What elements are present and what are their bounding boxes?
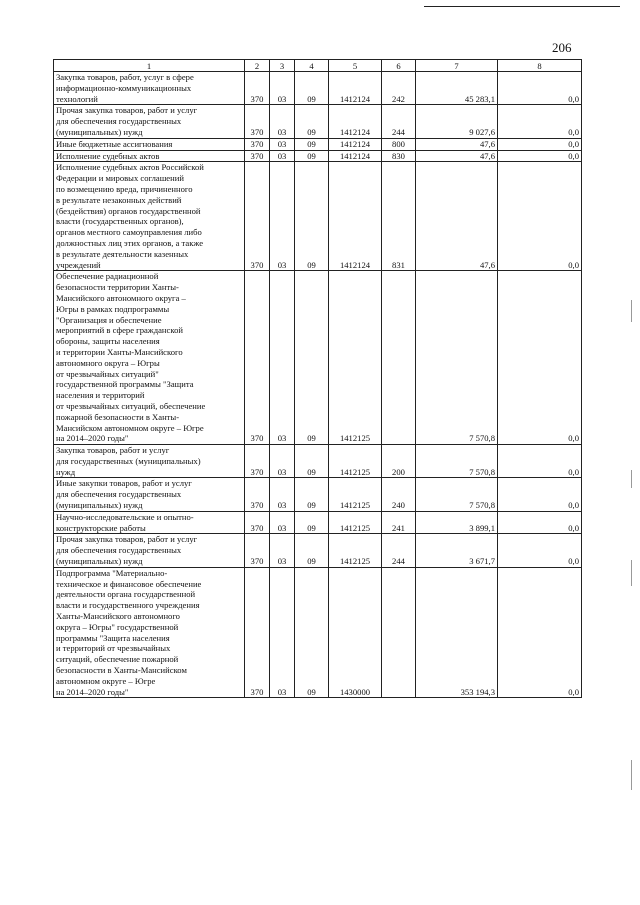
top-rule xyxy=(424,6,620,7)
cell-name xyxy=(54,162,245,271)
cell-name-line: на 2014–2020 годы" xyxy=(56,686,129,697)
cell-subsection: 09 xyxy=(295,138,329,150)
cell-name-line: (бездействия) органов государственной xyxy=(56,205,201,216)
cell-section: 03 xyxy=(270,162,295,271)
margin-mark xyxy=(631,470,632,488)
cell-target-article: 1412124 xyxy=(329,150,382,162)
cell-target-article: 1412125 xyxy=(329,511,382,534)
cell-subsection: 09 xyxy=(295,162,329,271)
cell-name xyxy=(54,445,245,478)
cell-section: 03 xyxy=(270,72,295,105)
table-header-row xyxy=(54,60,582,72)
cell-amount: 7 570,8 xyxy=(416,445,498,478)
cell-expense-type: 831 xyxy=(382,162,416,271)
cell-section: 03 xyxy=(270,105,295,138)
cell-amount: 45 283,1 xyxy=(416,72,498,105)
cell-name-line: мероприятий в сфере гражданской xyxy=(56,325,183,336)
cell-name-line: от чрезвычайных ситуаций, обеспечение xyxy=(56,400,206,411)
cell-target-article: 1412124 xyxy=(329,105,382,138)
cell-target-article: 1412125 xyxy=(329,445,382,478)
cell-name-line: Исполнение судебных актов xyxy=(56,150,160,161)
cell-ministry-code: 370 xyxy=(245,511,270,534)
cell-name-line: Подпрограмма "Материально- xyxy=(56,567,168,578)
cell-amount: 3 899,1 xyxy=(416,511,498,534)
cell-name-line: Прочая закупка товаров, работ и услуг xyxy=(56,105,198,116)
cell-amount-extra: 0,0 xyxy=(498,478,582,511)
table-row xyxy=(54,138,582,150)
cell-name-line: на 2014–2020 годы" xyxy=(56,433,129,444)
cell-name-line: учреждений xyxy=(56,259,101,270)
margin-mark xyxy=(631,300,632,322)
cell-ministry-code: 370 xyxy=(245,271,270,445)
cell-amount: 3 671,7 xyxy=(416,534,498,567)
cell-name-line: программы "Защита населения xyxy=(56,632,170,643)
cell-name-line: автономном округе – Югре xyxy=(56,675,156,686)
cell-amount-extra: 0,0 xyxy=(498,271,582,445)
budget-table xyxy=(53,59,582,698)
cell-name-line: Иные бюджетные ассигнования xyxy=(56,138,173,149)
cell-section: 03 xyxy=(270,478,295,511)
cell-subsection: 09 xyxy=(295,72,329,105)
cell-name-line: по возмещению вреда, причиненного xyxy=(56,183,193,194)
cell-name-line: конструкторские работы xyxy=(56,522,146,533)
cell-target-article: 1412124 xyxy=(329,162,382,271)
header-col-8: 8 xyxy=(498,60,582,72)
cell-name-line: Закупка товаров, работ и услуг xyxy=(56,445,170,456)
table-row xyxy=(54,511,582,534)
table-row xyxy=(54,105,582,138)
cell-name-line: органов местного самоуправления либо xyxy=(56,227,202,238)
page-number: 206 xyxy=(552,40,572,55)
cell-name-line: от чрезвычайных ситуаций" xyxy=(56,368,159,379)
cell-section: 03 xyxy=(270,138,295,150)
cell-name-line: власти и государственного учреждения xyxy=(56,600,200,611)
cell-name xyxy=(54,105,245,138)
cell-subsection: 09 xyxy=(295,567,329,698)
margin-mark xyxy=(631,560,632,586)
cell-name-line: Научно-исследовательские и опытно- xyxy=(56,511,194,522)
cell-name xyxy=(54,567,245,698)
cell-section: 03 xyxy=(270,534,295,567)
cell-section: 03 xyxy=(270,567,295,698)
cell-name-line: для обеспечения государственных xyxy=(56,489,182,500)
cell-name-line: нужд xyxy=(56,466,76,477)
table-row xyxy=(54,567,582,698)
header-col-4: 4 xyxy=(295,60,329,72)
cell-name-line: в результате деятельности казенных xyxy=(56,248,189,259)
cell-amount-extra: 0,0 xyxy=(498,511,582,534)
header-col-1: 1 xyxy=(54,60,245,72)
cell-amount: 7 570,8 xyxy=(416,478,498,511)
cell-ministry-code: 370 xyxy=(245,105,270,138)
cell-name xyxy=(54,271,245,445)
cell-name-line: для обеспечения государственных xyxy=(56,116,182,127)
cell-amount: 47,6 xyxy=(416,150,498,162)
cell-amount: 353 194,3 xyxy=(416,567,498,698)
cell-ministry-code: 370 xyxy=(245,534,270,567)
cell-amount: 47,6 xyxy=(416,162,498,271)
cell-name-line: Прочая закупка товаров, работ и услуг xyxy=(56,534,198,545)
table-row xyxy=(54,534,582,567)
cell-name-line: Югры в рамках подпрограммы xyxy=(56,303,170,314)
cell-name-line: Мансийского автономного округа – xyxy=(56,292,186,303)
cell-target-article: 1412124 xyxy=(329,72,382,105)
cell-ministry-code: 370 xyxy=(245,478,270,511)
cell-name-line: "Организация и обеспечение xyxy=(56,314,162,325)
cell-expense-type: 241 xyxy=(382,511,416,534)
header-col-3: 3 xyxy=(270,60,295,72)
cell-name xyxy=(54,138,245,150)
cell-expense-type: 200 xyxy=(382,445,416,478)
cell-name-line: техническое и финансовое обеспечение xyxy=(56,578,202,589)
cell-name-line: Федерации и мировых соглашений xyxy=(56,173,184,184)
cell-name-line: обороны, защиты населения xyxy=(56,336,160,347)
cell-target-article: 1430000 xyxy=(329,567,382,698)
cell-name-line: автономного округа – Югры xyxy=(56,357,160,368)
cell-name-line: безопасности территории Ханты- xyxy=(56,282,179,293)
cell-name-line: Иные закупки товаров, работ и услуг xyxy=(56,478,192,489)
cell-name-line: деятельности органа государственной xyxy=(56,589,196,600)
cell-amount: 9 027,6 xyxy=(416,105,498,138)
cell-name-line: Ханты-Мансийского автономного xyxy=(56,611,180,622)
cell-name-line: Исполнение судебных актов Российской xyxy=(56,162,204,173)
cell-target-article: 1412125 xyxy=(329,534,382,567)
cell-name-line: пожарной безопасности в Ханты- xyxy=(56,411,180,422)
cell-expense-type: 242 xyxy=(382,72,416,105)
cell-name xyxy=(54,511,245,534)
table-body xyxy=(54,72,582,698)
cell-name xyxy=(54,478,245,511)
cell-name-line: (муниципальных) нужд xyxy=(56,500,143,511)
cell-subsection: 09 xyxy=(295,511,329,534)
cell-name-line: информационно-коммуникационных xyxy=(56,82,192,93)
table-row xyxy=(54,445,582,478)
cell-ministry-code: 370 xyxy=(245,445,270,478)
cell-ministry-code: 370 xyxy=(245,567,270,698)
cell-ministry-code: 370 xyxy=(245,138,270,150)
cell-amount-extra: 0,0 xyxy=(498,150,582,162)
cell-expense-type xyxy=(382,271,416,445)
cell-expense-type: 830 xyxy=(382,150,416,162)
cell-target-article: 1412124 xyxy=(329,138,382,150)
cell-name-line: должностных лиц этих органов, а также xyxy=(56,237,204,248)
cell-name-line: (муниципальных) нужд xyxy=(56,126,143,137)
margin-mark xyxy=(631,760,632,790)
table-row xyxy=(54,72,582,105)
cell-name-line: и территорий от чрезвычайных xyxy=(56,643,171,654)
cell-section: 03 xyxy=(270,150,295,162)
header-col-6: 6 xyxy=(382,60,416,72)
cell-expense-type: 800 xyxy=(382,138,416,150)
cell-name xyxy=(54,72,245,105)
cell-amount-extra: 0,0 xyxy=(498,445,582,478)
cell-name-line: (муниципальных) нужд xyxy=(56,556,143,567)
cell-expense-type: 244 xyxy=(382,534,416,567)
cell-subsection: 09 xyxy=(295,534,329,567)
cell-name-line: ситуаций, обеспечение пожарной xyxy=(56,654,179,665)
cell-amount: 7 570,8 xyxy=(416,271,498,445)
cell-name xyxy=(54,534,245,567)
cell-section: 03 xyxy=(270,445,295,478)
header-col-5: 5 xyxy=(329,60,382,72)
cell-target-article: 1412125 xyxy=(329,478,382,511)
header-col-7: 7 xyxy=(416,60,498,72)
cell-name-line: Закупка товаров, работ, услуг в сфере xyxy=(56,72,194,82)
cell-amount-extra: 0,0 xyxy=(498,105,582,138)
cell-target-article: 1412125 xyxy=(329,271,382,445)
cell-subsection: 09 xyxy=(295,150,329,162)
cell-amount-extra: 0,0 xyxy=(498,138,582,150)
cell-amount-extra: 0,0 xyxy=(498,534,582,567)
cell-subsection: 09 xyxy=(295,105,329,138)
header-col-2: 2 xyxy=(245,60,270,72)
cell-name-line: в результате незаконных действий xyxy=(56,194,182,205)
cell-name-line: технологий xyxy=(56,93,98,104)
cell-amount-extra: 0,0 xyxy=(498,162,582,271)
cell-name xyxy=(54,150,245,162)
cell-expense-type: 240 xyxy=(382,478,416,511)
cell-name-line: для обеспечения государственных xyxy=(56,545,182,556)
cell-subsection: 09 xyxy=(295,478,329,511)
cell-subsection: 09 xyxy=(295,445,329,478)
table-row xyxy=(54,478,582,511)
cell-name-line: населения и территорий xyxy=(56,390,145,401)
table-row xyxy=(54,162,582,271)
cell-amount-extra: 0,0 xyxy=(498,72,582,105)
table-row xyxy=(54,150,582,162)
cell-name-line: округа – Югры" государственной xyxy=(56,621,179,632)
cell-section: 03 xyxy=(270,511,295,534)
table-row xyxy=(54,271,582,445)
cell-name-line: власти (государственных органов), xyxy=(56,216,184,227)
cell-amount-extra: 0,0 xyxy=(498,567,582,698)
cell-name-line: Обеспечение радиационной xyxy=(56,271,159,282)
cell-name-line: для государственных (муниципальных) xyxy=(56,455,201,466)
cell-name-line: Мансийском автономном округе – Югре xyxy=(56,422,204,433)
cell-expense-type: 244 xyxy=(382,105,416,138)
cell-name-line: государственной программы "Защита xyxy=(56,379,194,390)
cell-amount: 47,6 xyxy=(416,138,498,150)
cell-name-line: и территории Ханты-Мансийского xyxy=(56,346,183,357)
cell-subsection: 09 xyxy=(295,271,329,445)
cell-expense-type xyxy=(382,567,416,698)
cell-section: 03 xyxy=(270,271,295,445)
cell-ministry-code: 370 xyxy=(245,72,270,105)
cell-ministry-code: 370 xyxy=(245,162,270,271)
cell-ministry-code: 370 xyxy=(245,150,270,162)
cell-name-line: безопасности в Ханты-Мансийском xyxy=(56,665,187,676)
